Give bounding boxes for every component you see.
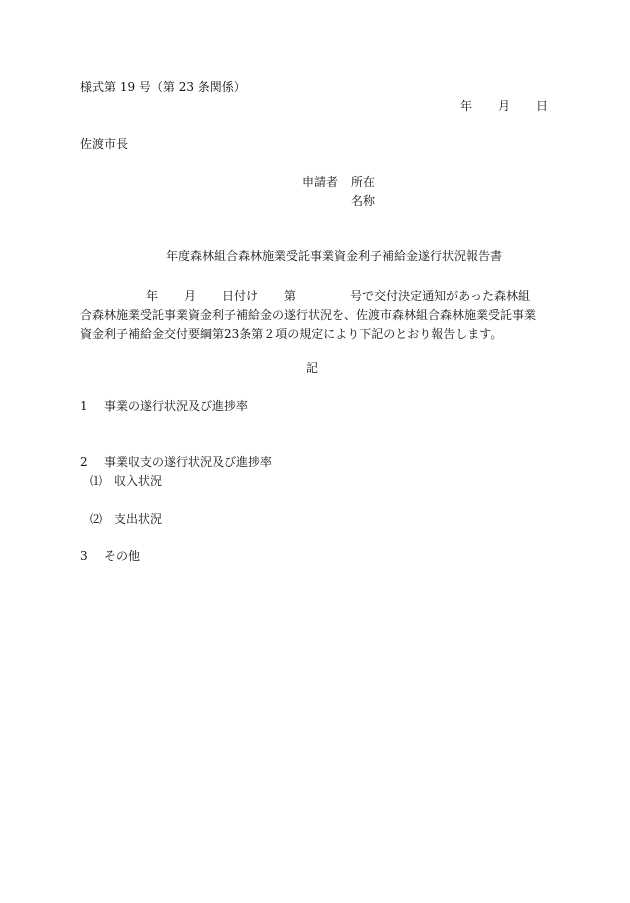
subitem-label: 収入状況	[114, 474, 163, 488]
document-title: 年度森林組合森林施業受託事業資金利子補給金遂行状況報告書	[166, 249, 503, 263]
body-line-2: 合森林施業受託事業資金利子補給金の遂行状況を、佐渡市森林組合森林施業受託事業	[80, 308, 537, 322]
sub-list-item	[90, 475, 162, 487]
applicant-label: 申請者	[302, 175, 339, 189]
sub-list-item	[90, 513, 162, 525]
report-body	[80, 287, 554, 344]
body-dai-label: 第	[284, 289, 297, 303]
body-line-1	[80, 287, 554, 306]
body-line-1-rest: 号で交付決定通知があった森林組	[350, 289, 530, 303]
applicant-address-label: 所在	[351, 175, 376, 189]
addressee: 佐渡市長	[80, 137, 129, 151]
item-label: その他	[104, 549, 141, 563]
item-label: 事業の遂行状況及び進捗率	[104, 399, 249, 413]
date-month-label: 月	[498, 99, 511, 113]
list-item	[80, 456, 272, 468]
list-item	[80, 400, 248, 412]
subitem-number: ⑴	[90, 474, 103, 488]
date-day-label: 日	[536, 99, 549, 113]
item-number: 2	[80, 455, 88, 469]
body-date-label: 日付け	[222, 289, 259, 303]
body-year-label: 年	[146, 289, 159, 303]
report-date	[460, 100, 548, 112]
body-line-3: 資金利子補給金交付要綱第23条第２項の規定により下記のとおり報告します。	[80, 327, 503, 341]
item-label: 事業収支の遂行状況及び進捗率	[104, 455, 273, 469]
form-number: 様式第 19 号（第 23 条関係）	[80, 80, 246, 94]
ki-heading: 記	[306, 361, 319, 375]
subitem-label: 支出状況	[114, 512, 163, 526]
body-month-label: 月	[184, 289, 197, 303]
subitem-number: ⑵	[90, 512, 103, 526]
item-number: 3	[80, 549, 88, 563]
list-item	[80, 550, 140, 562]
date-year-label: 年	[460, 99, 473, 113]
item-number: 1	[80, 399, 88, 413]
applicant-name-label: 名称	[351, 194, 376, 208]
